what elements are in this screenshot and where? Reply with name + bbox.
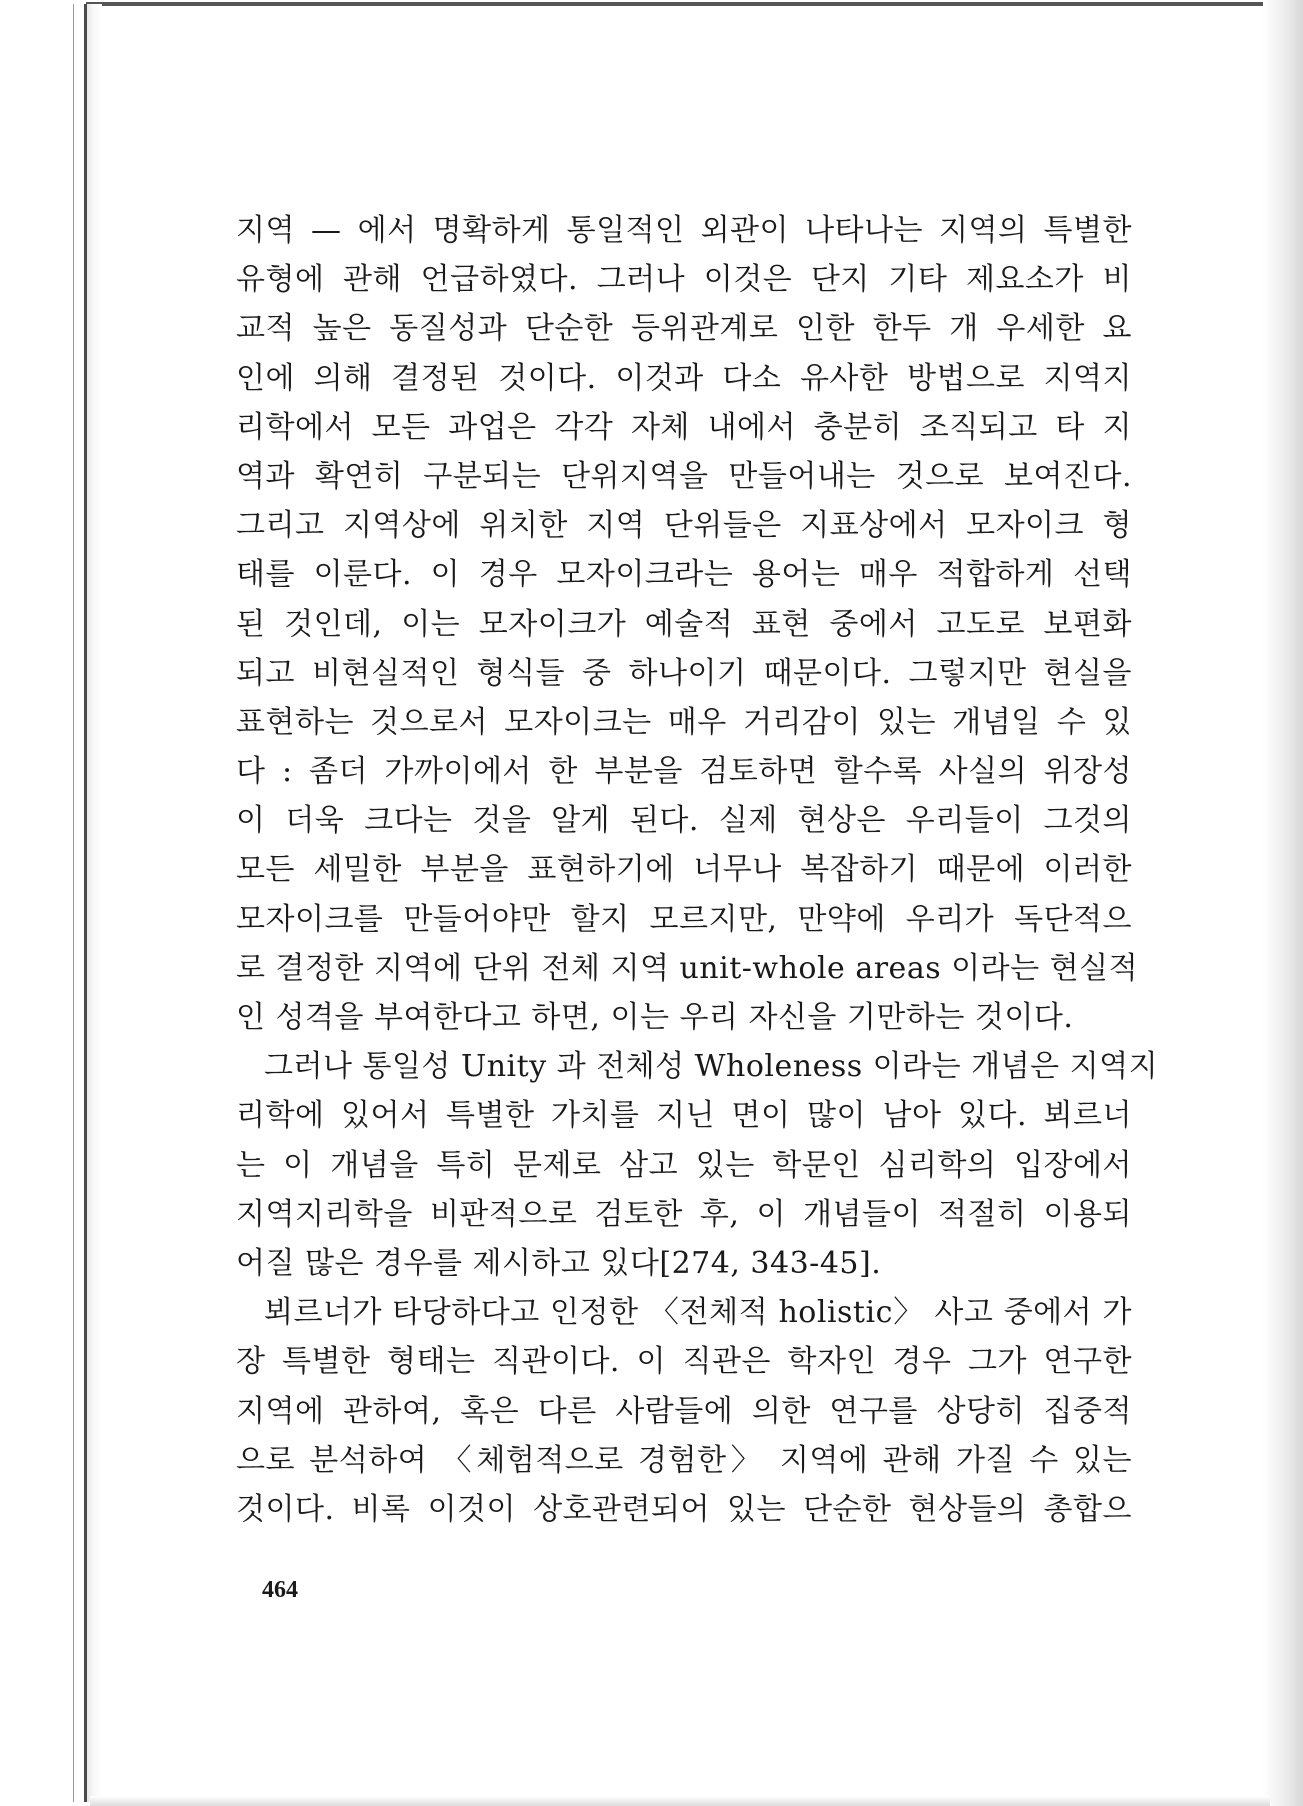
page-number: 464 xyxy=(262,1577,298,1603)
page-right-shadow xyxy=(1263,0,1303,1806)
book-spine-edge xyxy=(84,4,102,1802)
page-top-edge xyxy=(86,2,1266,6)
text-line: 된 것인데, 이는 모자이크가 예술적 표현 중에서 고도로 보편화 xyxy=(236,606,1132,642)
text-line: 태를 이룬다. 이 경우 모자이크라는 용어는 매우 적합하게 선택 xyxy=(236,557,1132,593)
text-line: 어질 많은 경우를 제시하고 있다[274, 343-45]. xyxy=(236,1245,882,1281)
text-line: 으로 분석하여 〈체험적으로 경험한〉 지역에 관해 가질 수 있는 xyxy=(236,1442,1132,1478)
text-line: 로 결정한 지역에 단위 전체 지역 unit-whole areas 이라는 현실적 xyxy=(236,950,1139,986)
text-line: 모든 세밀한 부분을 표현하기에 너무나 복잡하기 때문에 이러한 xyxy=(236,852,1132,888)
text-line: 장 특별한 형태는 직관이다. 이 직관은 학자인 경우 그가 연구한 xyxy=(236,1344,1132,1380)
text-line: 것이다. 비록 이것이 상호관련되어 있는 단순한 현상들의 총합으 xyxy=(236,1491,1132,1527)
page-bottom-shadow xyxy=(90,1796,1270,1806)
text-line: 지역 — 에서 명확하게 통일적인 외관이 나타나는 지역의 특별한 xyxy=(236,213,1132,248)
text-line: 그리고 지역상에 위치한 지역 단위들은 지표상에서 모자이크 형 xyxy=(236,508,1132,544)
text-line: 리학에서 모든 과업은 각각 자체 내에서 충분히 조직되고 타 지 xyxy=(236,409,1132,445)
text-line: 이 더욱 크다는 것을 알게 된다. 실제 현상은 우리들이 그것의 xyxy=(236,803,1132,839)
paragraph-start-line: 그러나 통일성 Unity 과 전체성 Wholeness 이라는 개념은 지역지 xyxy=(264,1049,1159,1085)
text-line: 는 이 개념을 특히 문제로 삼고 있는 학문인 심리학의 입장에서 xyxy=(236,1147,1132,1183)
paragraph-start-line: 뵈르너가 타당하다고 인정한 〈전체적 holistic〉 사고 중에서 가 xyxy=(264,1295,1132,1331)
body-text xyxy=(236,206,1159,1534)
text-line: 교적 높은 동질성과 단순한 등위관계로 인한 한두 개 우세한 요 xyxy=(236,311,1132,347)
text-line: 지역지리학을 비판적으로 검토한 후, 이 개념들이 적절히 이용되 xyxy=(236,1196,1132,1232)
text-line: 유형에 관해 언급하였다. 그러나 이것은 단지 기타 제요소가 비 xyxy=(236,262,1132,298)
text-line: 인 성격을 부여한다고 하면, 이는 우리 자신을 기만하는 것이다. xyxy=(236,1000,1074,1035)
text-line: 모자이크를 만들어야만 할지 모르지만, 만약에 우리가 독단적으 xyxy=(236,901,1132,937)
text-line: 인에 의해 결정된 것이다. 이것과 다소 유사한 방법으로 지역지 xyxy=(236,360,1132,396)
text-line: 표현하는 것으로서 모자이크는 매우 거리감이 있는 개념일 수 있 xyxy=(236,704,1132,740)
text-line: 다 : 좀더 가까이에서 한 부분을 검토하면 할수록 사실의 위장성 xyxy=(236,754,1132,790)
text-line: 지역에 관하여, 혹은 다른 사람들에 의한 연구를 상당히 집중적 xyxy=(236,1393,1132,1429)
text-line: 역과 확연히 구분되는 단위지역을 만들어내는 것으로 보여진다. xyxy=(236,458,1132,494)
text-line: 리학에 있어서 특별한 가치를 지닌 면이 많이 남아 있다. 뵈르너 xyxy=(236,1098,1132,1134)
text-line: 되고 비현실적인 형식들 중 하나이기 때문이다. 그렇지만 현실을 xyxy=(236,655,1132,691)
